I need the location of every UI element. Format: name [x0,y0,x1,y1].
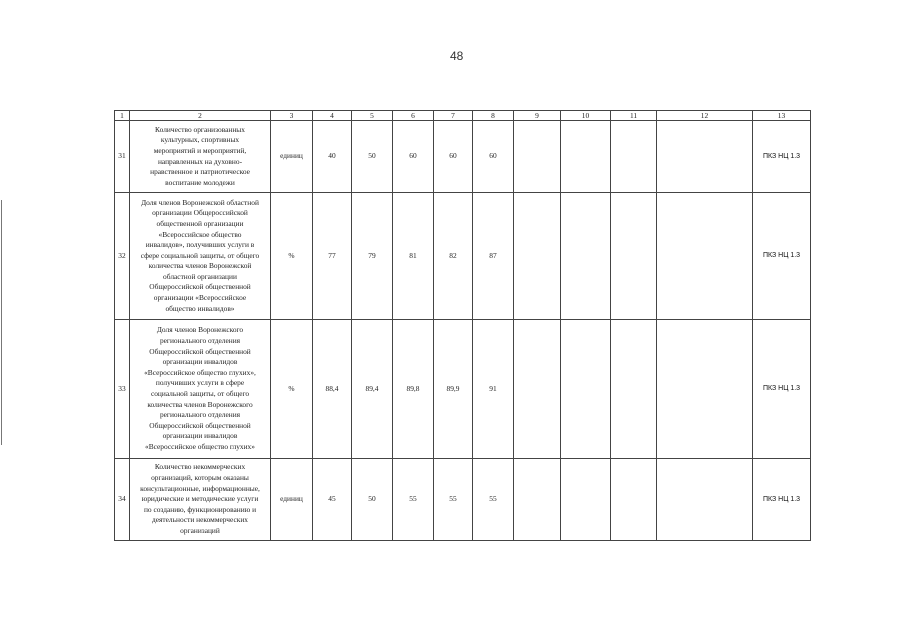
program-code: ПКЗ НЦ 1.3 [762,495,801,503]
column-number: 8 [473,111,514,121]
indicator-name-line: организаций [180,525,220,535]
value-cell [611,193,657,320]
page-number: 48 [450,49,464,63]
table-row [115,193,811,320]
indicator-name-line: организации Общероссийской [152,208,248,218]
indicator-name-line: организации инвалидов [162,431,238,441]
value-cell: 91 [473,320,514,459]
program-code: ПКЗ НЦ 1.3 [762,385,801,393]
column-number: 4 [313,111,352,121]
indicator-name-line: областной организации [163,271,237,281]
row-number: 32 [115,193,130,320]
indicator-name-line: воспитание молодежи [165,177,235,187]
value-cell [657,121,753,193]
indicator-name-line: получивших услуги в сфере [155,378,245,388]
column-number: 5 [352,111,393,121]
value-cell: 55 [393,459,434,541]
indicator-name-line: консультационные, информационные, [140,483,260,493]
table-row [115,320,811,459]
column-number: 1 [115,111,130,121]
program-code: ПКЗ НЦ 1.3 [762,252,801,260]
indicator-table [114,110,811,541]
indicator-name-line: Доля членов Воронежской областной [141,197,259,207]
value-cell: 40 [313,121,352,193]
value-cell [611,459,657,541]
value-cell [657,193,753,320]
value-cell [611,320,657,459]
value-cell: 55 [434,459,473,541]
column-number: 12 [657,111,753,121]
value-cell [561,459,611,541]
column-number: 13 [753,111,811,121]
indicator-name-line: «Всероссийское общество [158,229,242,239]
value-cell: 89,8 [393,320,434,459]
value-cell [514,193,561,320]
program-code: ПКЗ НЦ 1.3 [762,152,801,160]
indicator-name-line: организации «Всероссийское [153,293,247,303]
indicator-name-line: инвалидов», получивших услуги в [145,240,255,250]
program-code-cell [753,193,811,320]
value-cell: 89,9 [434,320,473,459]
program-code-cell [753,320,811,459]
indicator-name-line: организации инвалидов [162,357,238,367]
indicator-name-line: Количество некоммерческих [154,462,246,472]
column-number: 9 [514,111,561,121]
value-cell: 60 [434,121,473,193]
value-cell: 55 [473,459,514,541]
indicator-name-line: мероприятий и мероприятий, [153,145,247,155]
unit-cell: % [271,320,313,459]
indicator-name-line: Общероссийской общественной [149,346,251,356]
value-cell [611,121,657,193]
indicator-name-line: сфере социальной защиты, от общего [140,250,260,260]
indicator-name-line: Количество организованных [155,124,245,134]
value-cell [514,320,561,459]
indicator-name-line: социальной защиты, от общего [150,389,250,398]
value-cell [514,121,561,193]
value-cell: 82 [434,193,473,320]
value-cell [657,320,753,459]
indicator-name-line: юридические и методические услуги [141,494,259,504]
value-cell: 88,4 [313,320,352,459]
program-code-cell [753,121,811,193]
column-number: 2 [130,111,271,121]
value-cell [657,459,753,541]
column-number: 10 [561,111,611,121]
value-cell: 89,4 [352,320,393,459]
value-cell: 77 [313,193,352,320]
indicator-name-line: регионального отделения [159,336,241,346]
indicator-name-line: количества членов Воронежской [148,261,252,271]
indicator-name-line: «Всероссийское общество глухих», [144,367,256,377]
row-number: 33 [115,320,130,459]
indicator-name-line: общественной организации [156,218,244,228]
value-cell [561,193,611,320]
indicator-name [130,459,271,541]
indicator-name [130,121,271,193]
column-number: 11 [611,111,657,121]
table-row [115,459,811,541]
indicator-name-line: деятельности некоммерческих [151,515,248,525]
indicator-name [130,320,271,459]
value-cell: 87 [473,193,514,320]
indicator-name-line: по созданию, функционированию и [143,504,257,514]
column-number: 7 [434,111,473,121]
program-code-cell [753,459,811,541]
value-cell: 60 [393,121,434,193]
indicator-name-line: количества членов Воронежского [147,399,253,409]
indicator-name-line: Общероссийской общественной [149,282,251,292]
value-cell: 81 [393,193,434,320]
indicator-name-line: «Всероссийское общество глухих» [145,441,255,451]
indicator-name-line: Доля членов Воронежского [156,325,244,335]
value-cell: 79 [352,193,393,320]
row-number: 34 [115,459,130,541]
value-cell [561,121,611,193]
indicator-name-line: Общероссийской общественной [149,420,251,430]
column-number: 6 [393,111,434,121]
indicator-name-line: общество инвалидов» [165,303,235,313]
value-cell: 60 [473,121,514,193]
value-cell: 45 [313,459,352,541]
column-number-row [115,111,811,121]
value-cell [514,459,561,541]
value-cell: 50 [352,121,393,193]
indicator-name [130,193,271,320]
indicator-name-line: регионального отделения [159,410,241,420]
indicator-name-line: направленных на духовно- [157,156,243,166]
value-cell [561,320,611,459]
indicator-name-line: нравственное и патриотическое [150,167,250,177]
scan-edge-line [1,200,2,445]
indicator-name-line: организаций, которым оказаны [151,473,249,483]
unit-cell: единиц [271,121,313,193]
unit-cell: единиц [271,459,313,541]
table-row [115,121,811,193]
value-cell: 50 [352,459,393,541]
row-number: 31 [115,121,130,193]
column-number: 3 [271,111,313,121]
indicator-name-line: культурных, спортивных [160,135,240,145]
unit-cell: % [271,193,313,320]
